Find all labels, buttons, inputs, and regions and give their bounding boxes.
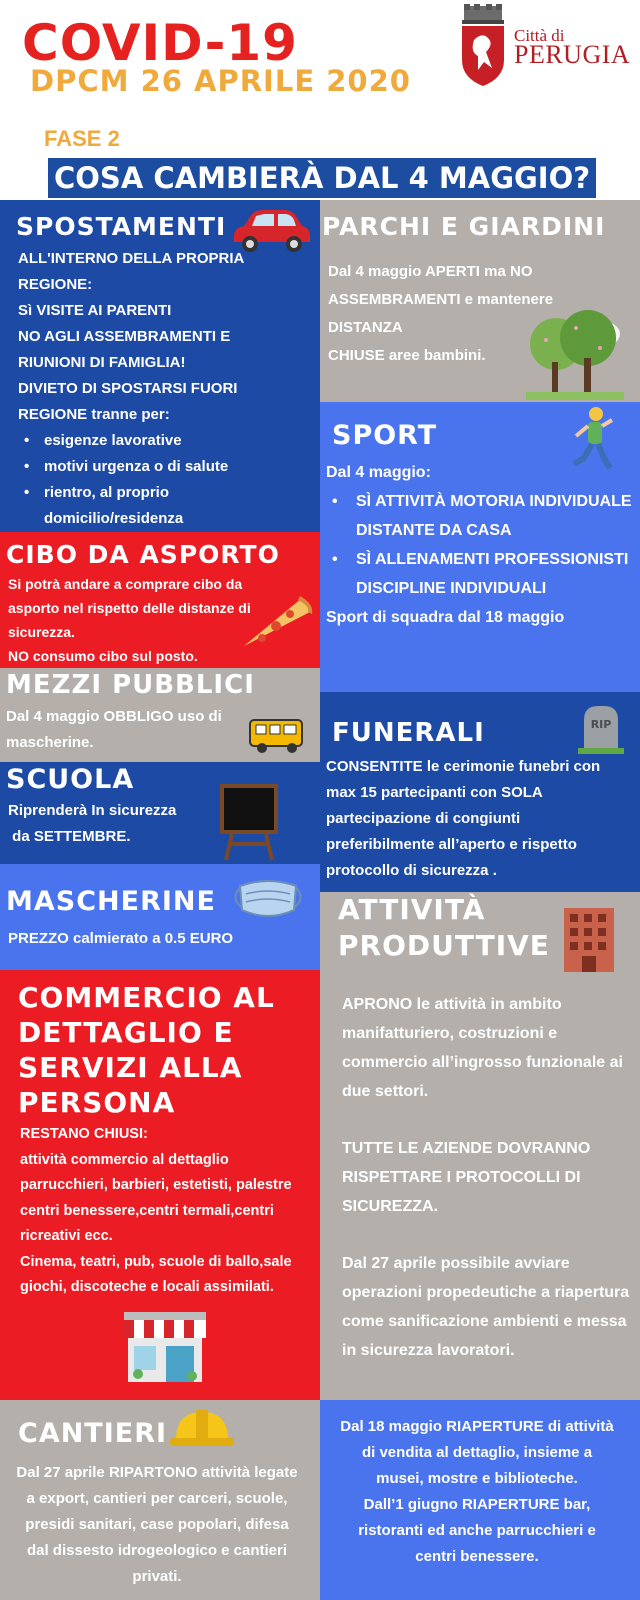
logo-text-perugia: PERUGIA [514, 40, 631, 69]
text-line: ALL'INTERNO DELLA PROPRIA [18, 250, 245, 267]
section-title: MEZZI PUBBLICI [6, 670, 255, 700]
text-line: DIVIETO DI SPOSTARSI FUORI [18, 380, 238, 397]
section-sport [320, 402, 640, 692]
title-line: COMMERCIO AL [18, 981, 275, 1014]
text-line: Sì VISITE AI PARENTI [18, 302, 172, 319]
logo-text-citta: Città di [514, 26, 565, 45]
phase-label: FASE 2 [44, 126, 120, 151]
section-title [18, 980, 275, 1120]
bus-icon [248, 716, 306, 761]
text-paragraph: NO consumo cibo sul posto. [8, 648, 198, 664]
text-paragraph: Cinema, teatri, pub, scuole di ballo,sale giochi, discoteche e locali assimilati. [20, 1253, 292, 1295]
section-title: SPOSTAMENTI [16, 212, 227, 241]
section-commercio [0, 970, 320, 1400]
text-line: REGIONE: [18, 276, 93, 293]
text-paragraph: APRONO le attività in ambito manifatturiero, costruzioni e commercio all’ingrosso funzionale ai due settori. [342, 996, 623, 1100]
mezzi-text: Dal 4 maggio OBBLIGO uso di mascherine. [6, 708, 222, 751]
section-riaperture [320, 1400, 640, 1600]
attivita-text [342, 990, 632, 1365]
sport-footer: Sport di squadra dal 18 maggio [326, 609, 565, 626]
text-paragraph: CHIUSE aree bambini. [328, 347, 486, 364]
section-title: SPORT [332, 420, 438, 451]
section-scuola [0, 762, 320, 864]
section-title: MASCHERINE [6, 886, 216, 917]
text-line: Riprenderà In sicurezza [8, 802, 177, 819]
factory-building-icon [558, 904, 620, 979]
list-item: • SÌ ATTIVITÀ MOTORIA INDIVIDUALE DISTANTE DA CASA [326, 487, 636, 545]
mascherine-text: PREZZO calmierato a 0.5 EURO [8, 930, 234, 947]
list-item: • motivi urgenza o di salute [18, 454, 314, 480]
scuola-text [8, 798, 208, 850]
section-parchi [320, 200, 640, 402]
sport-text [326, 458, 636, 632]
text-paragraph: Dall’1 giugno RIAPERTURE bar, ristoranti ed anche parrucchieri e centri benessere. [358, 1496, 596, 1565]
shop-icon [122, 1310, 208, 1389]
spostamenti-text [18, 246, 314, 532]
section-mascherine [0, 864, 320, 970]
text-line: da SETTEMBRE. [8, 828, 131, 845]
section-title: CIBO DA ASPORTO [6, 540, 280, 569]
text-paragraph: Dal 4 maggio APERTI ma NO ASSEMBRAMENTI e mantenere DISTANZA [328, 263, 554, 336]
section-title: SCUOLA [6, 764, 135, 795]
section-cantieri [0, 1400, 320, 1600]
section-spostamenti [0, 200, 320, 532]
text-paragraph: Dal 27 aprile possibile avviare operazioni propedeutiche a riapertura come sanificazione ambienti e messa in sicurezza lavoratori. [342, 1255, 630, 1359]
section-title: CANTIERI [18, 1418, 168, 1449]
city-crest-icon [458, 4, 508, 88]
blackboard-icon [218, 782, 280, 864]
funerali-text: CONSENTITE le cerimonie funebri con max 15 partecipanti con SOLA partecipazione di congiunti preferibilmente all’aperto e rispetto protocollo di sicurezza . [326, 758, 601, 879]
trees-icon [526, 304, 624, 402]
text-line: RIUNIONI DI FAMIGLIA! [18, 354, 186, 371]
section-title: FUNERALI [332, 718, 485, 748]
section-mezzi [0, 668, 320, 762]
cantieri-text: Dal 27 aprile RIPARTONO attività legate a export, cantieri per carceri, scuole, presidi sanitari, case popolari, difesa dal dissesto idrogeologico e cantieri privati. [16, 1464, 298, 1585]
face-mask-icon [228, 872, 308, 929]
section-title: PARCHI E GIARDINI [322, 212, 606, 241]
text-line: REGIONE tranne per: [18, 406, 170, 423]
section-title [338, 892, 550, 964]
commercio-subtitle: RESTANO CHIUSI: [20, 1126, 148, 1142]
title-line: DETTAGLIO E [18, 1016, 234, 1049]
list-item: • SÌ ALLENAMENTI PROFESSIONISTI DISCIPLINE INDIVIDUALI [326, 545, 636, 603]
section-cibo [0, 532, 320, 668]
headline-banner: COSA CAMBIERÀ DAL 4 MAGGIO? [48, 158, 596, 198]
list-item: • rientro, al proprio domicilio/residenza [18, 480, 208, 532]
title-line: SERVIZI ALLA [18, 1051, 243, 1084]
commercio-text [20, 1122, 305, 1301]
title-line: PERSONA [18, 1086, 176, 1119]
pizza-icon [240, 592, 314, 659]
text-paragraph: Dal 18 maggio RIAPERTURE di attività di vendita al dettaglio, insieme a musei, mostre e biblioteche. [340, 1418, 614, 1487]
riaperture-text [338, 1414, 616, 1570]
title-line: PRODUTTIVE [338, 929, 550, 962]
text-paragraph: Si potrà andare a comprare cibo da asporto nel rispetto delle distanze di sicurezza. [8, 576, 251, 640]
title-line: ATTIVITÀ [338, 893, 486, 926]
bullet-list [18, 428, 314, 532]
bullet-list [326, 487, 636, 603]
tombstone-icon [578, 702, 624, 759]
list-item: • esigenze lavorative [18, 428, 314, 454]
hard-hat-icon [168, 1406, 234, 1457]
section-funerali [320, 692, 640, 892]
text-paragraph: TUTTE LE AZIENDE DOVRANNO RISPETTARE I PROTOCOLLI DI SICUREZZA. [342, 1140, 591, 1215]
text-line: NO AGLI ASSEMBRAMENTI E [18, 328, 231, 345]
section-attivita-produttive [320, 892, 640, 1400]
text-paragraph: attività commercio al dettaglio parrucchieri, barbieri, estetisti, palestre centri benessere,centri termali,centri ricreativi ecc. [20, 1151, 292, 1244]
sport-intro: Dal 4 maggio: [326, 464, 431, 481]
decree-subtitle: DPCM 26 APRILE 2020 [30, 64, 411, 98]
svg-text:RIP: RIP [590, 718, 612, 731]
main-title: COVID-19 [22, 14, 298, 72]
